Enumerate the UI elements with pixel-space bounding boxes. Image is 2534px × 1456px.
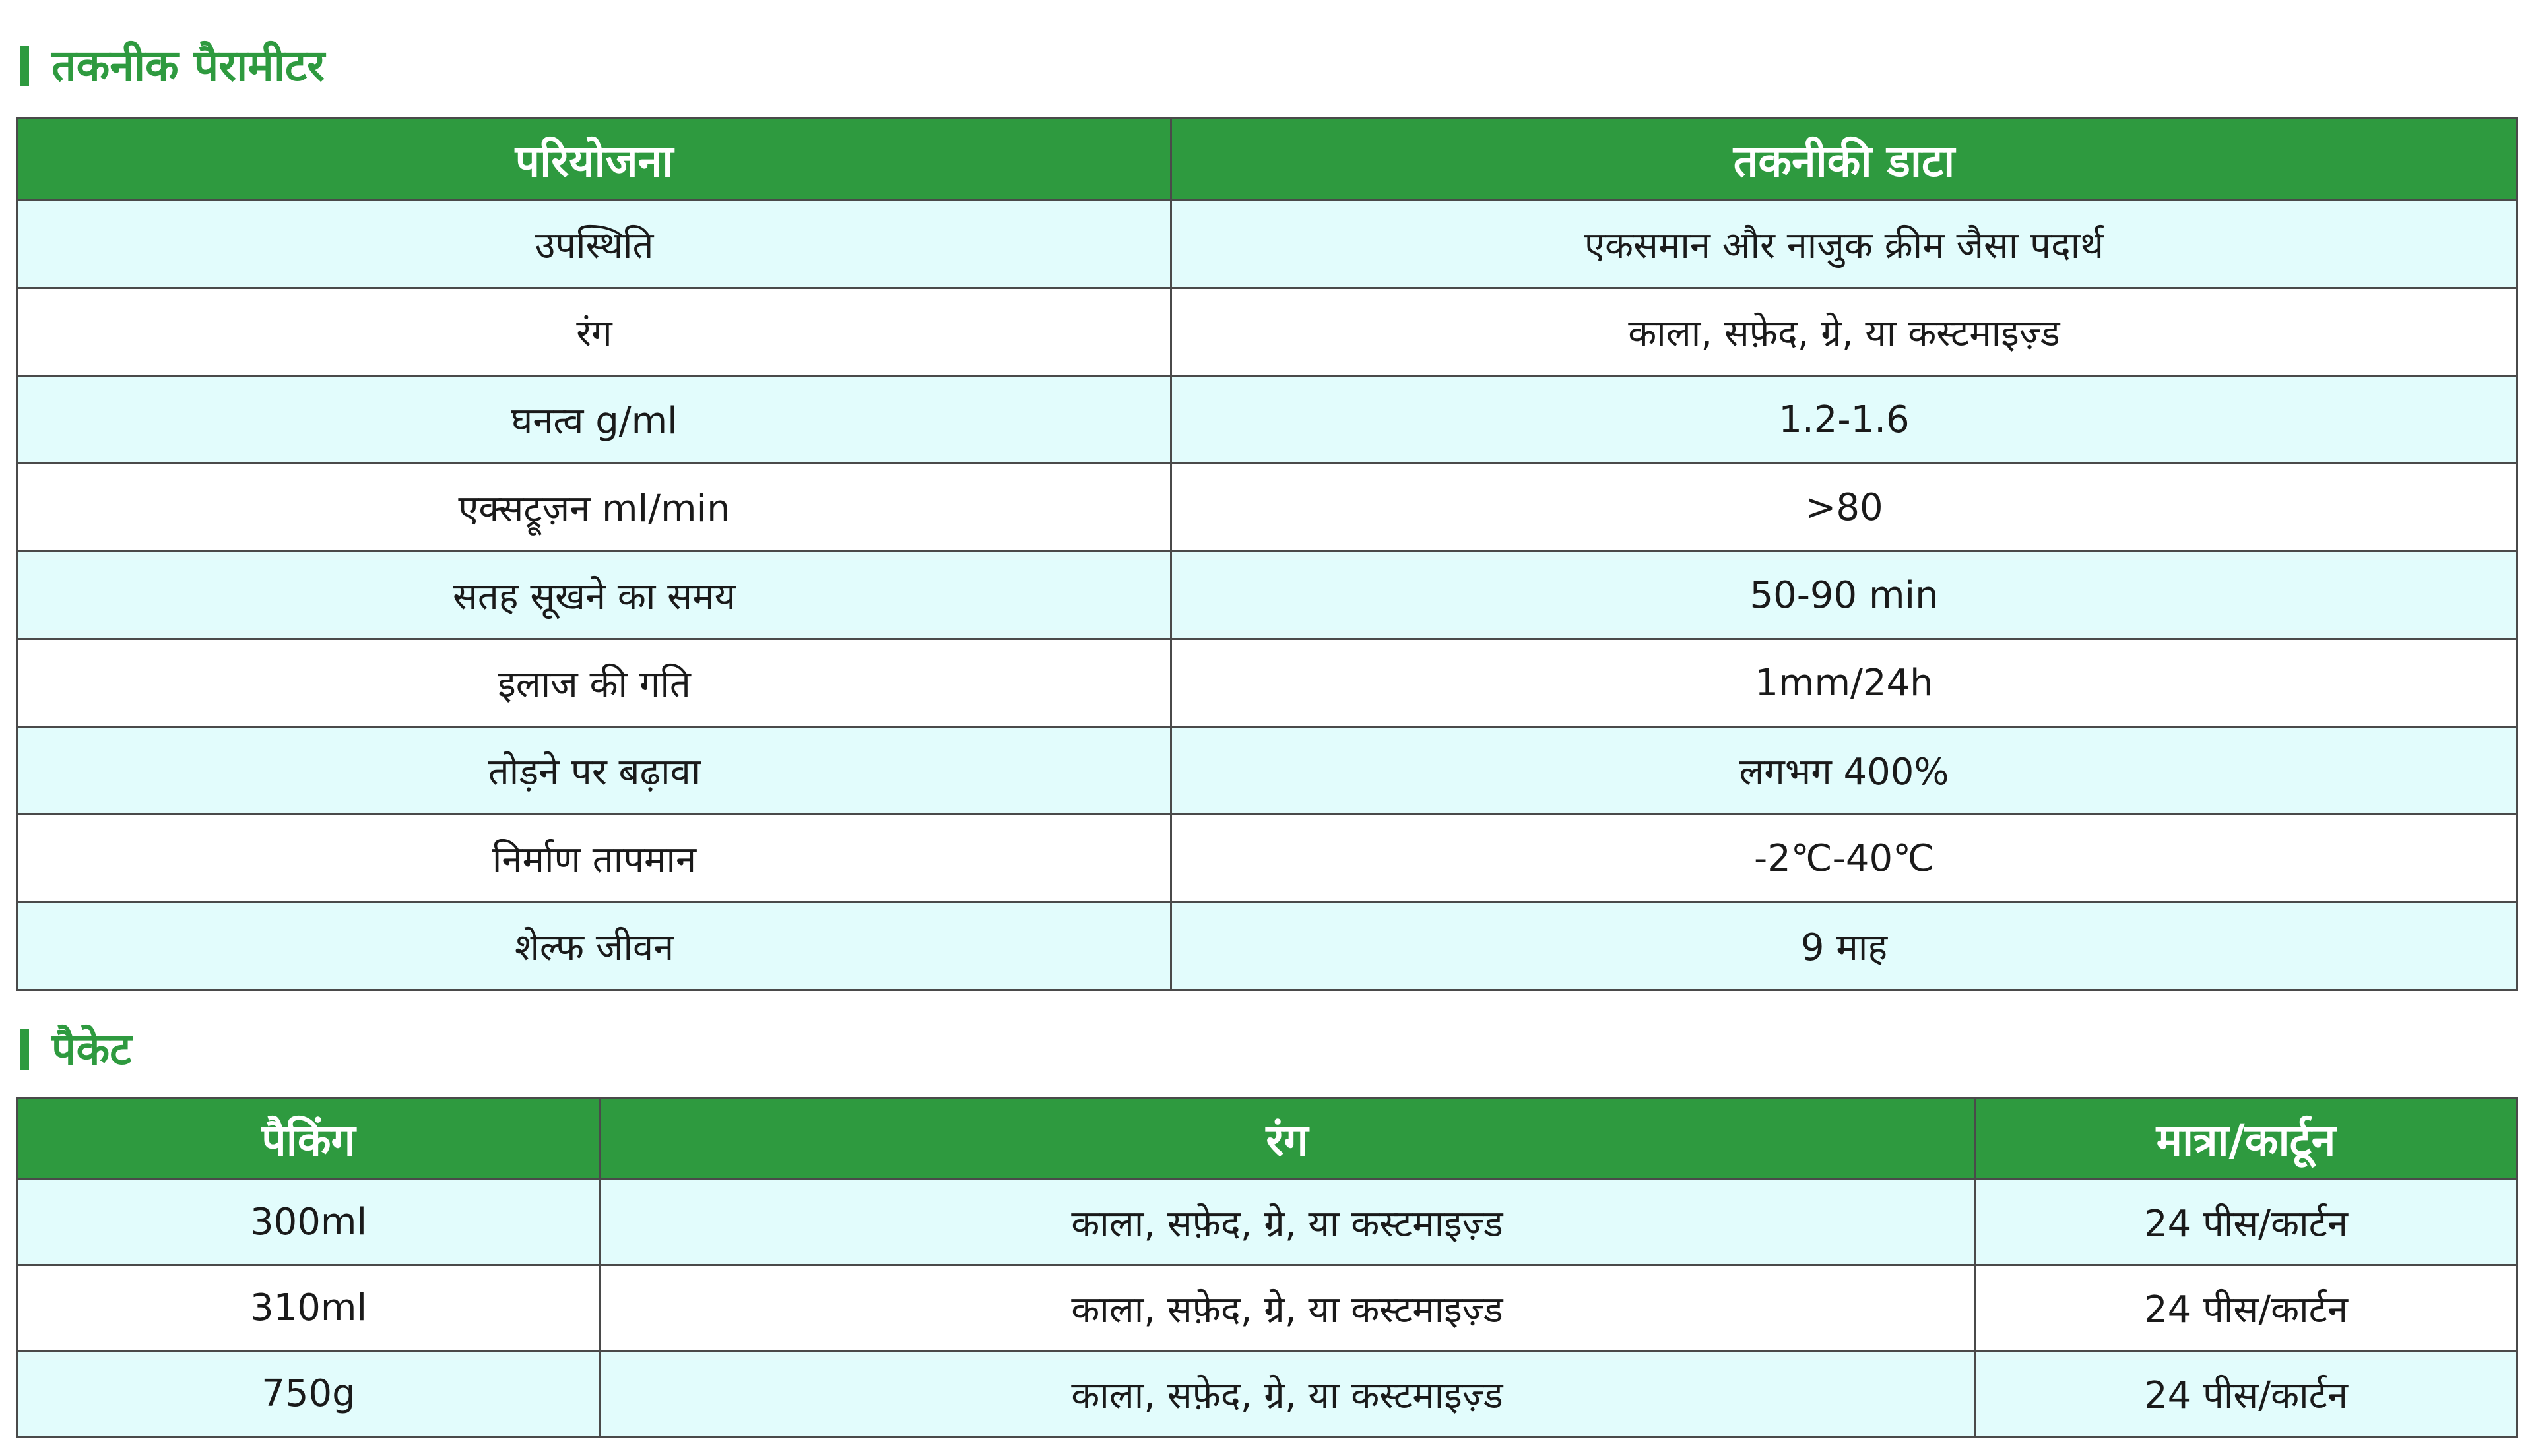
value-cell: -2℃-40℃ (1171, 815, 2518, 902)
param-cell: उपस्थिति (18, 201, 1171, 288)
value-cell: 1.2-1.6 (1171, 376, 2518, 464)
technical-heading (20, 33, 325, 99)
value-cell: 1mm/24h (1171, 639, 2518, 727)
param-cell: निर्माण तापमान (18, 815, 1171, 902)
column-header-quantity: मात्रा/कार्टून (1975, 1098, 2518, 1180)
table-row (18, 552, 2518, 639)
value-cell: लगभग 400% (1171, 727, 2518, 815)
table-row (18, 1265, 2518, 1351)
color-cell: काला, सफ़ेद, ग्रे, या कस्टमाइज़्ड (600, 1265, 1975, 1351)
quantity-cell: 24 पीस/कार्टन (1975, 1180, 2518, 1265)
technical-parameters-table (16, 117, 2518, 991)
value-cell: >80 (1171, 464, 2518, 552)
param-cell: इलाज की गति (18, 639, 1171, 727)
table-row (18, 902, 2518, 990)
size-cell: 310ml (18, 1265, 600, 1351)
table-row (18, 376, 2518, 464)
param-cell: तोड़ने पर बढ़ावा (18, 727, 1171, 815)
technical-heading-text: तकनीक पैरामीटर (51, 40, 325, 91)
param-cell: रंग (18, 288, 1171, 376)
table-row (18, 1180, 2518, 1265)
value-cell: 50-90 min (1171, 552, 2518, 639)
packaging-heading-text: पैकेट (51, 1024, 132, 1075)
value-cell: एकसमान और नाजुक क्रीम जैसा पदार्थ (1171, 201, 2518, 288)
column-header-project: परियोजना (18, 119, 1171, 201)
column-header-packing: पैकिंग (18, 1098, 600, 1180)
param-cell: एक्सट्रूज़न ml/min (18, 464, 1171, 552)
quantity-cell: 24 पीस/कार्टन (1975, 1351, 2518, 1437)
table-header-row (18, 1098, 2518, 1180)
column-header-technical-data: तकनीकी डाटा (1171, 119, 2518, 201)
param-cell: सतह सूखने का समय (18, 552, 1171, 639)
value-cell: काला, सफ़ेद, ग्रे, या कस्टमाइज़्ड (1171, 288, 2518, 376)
heading-accent-bar (20, 46, 29, 86)
color-cell: काला, सफ़ेद, ग्रे, या कस्टमाइज़्ड (600, 1180, 1975, 1265)
table-row (18, 201, 2518, 288)
param-cell: घनत्व g/ml (18, 376, 1171, 464)
packaging-table (16, 1097, 2518, 1438)
table-header-row (18, 119, 2518, 201)
table-row (18, 1351, 2518, 1437)
heading-accent-bar (20, 1029, 29, 1070)
value-cell: 9 माह (1171, 902, 2518, 990)
table-row (18, 815, 2518, 902)
param-cell: शेल्फ जीवन (18, 902, 1171, 990)
table-row (18, 639, 2518, 727)
packaging-heading (20, 1017, 131, 1083)
size-cell: 300ml (18, 1180, 600, 1265)
size-cell: 750g (18, 1351, 600, 1437)
color-cell: काला, सफ़ेद, ग्रे, या कस्टमाइज़्ड (600, 1351, 1975, 1437)
quantity-cell: 24 पीस/कार्टन (1975, 1265, 2518, 1351)
table-row (18, 464, 2518, 552)
table-row (18, 288, 2518, 376)
table-row (18, 727, 2518, 815)
column-header-color: रंग (600, 1098, 1975, 1180)
